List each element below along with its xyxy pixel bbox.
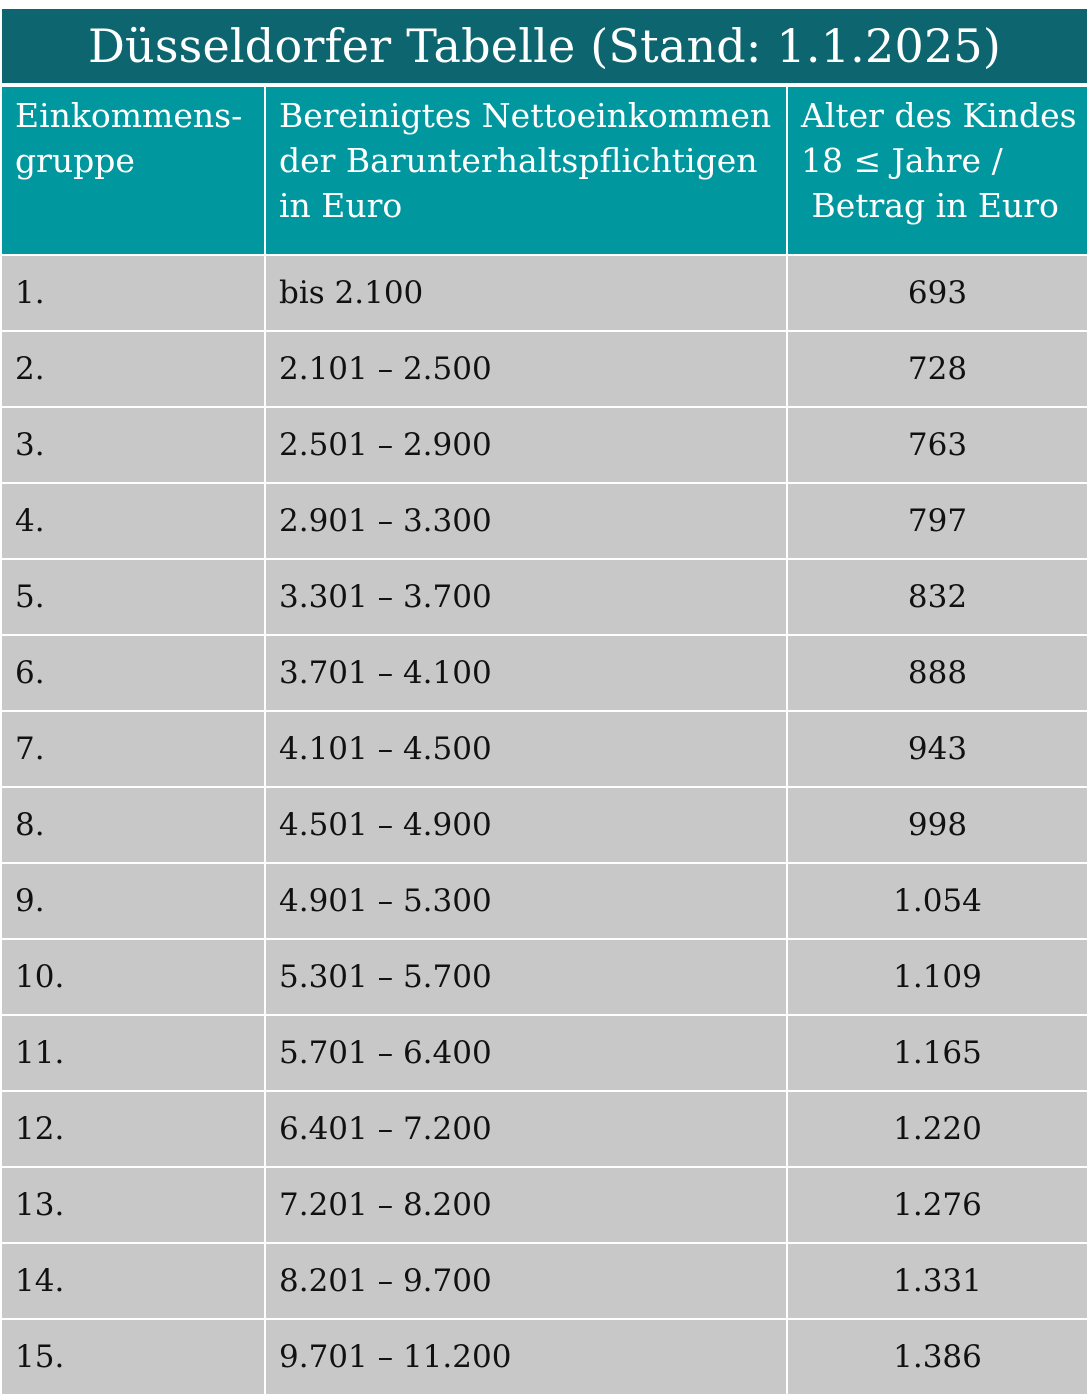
table-row (2, 331, 1087, 407)
amount-cell: 728 (787, 331, 1087, 407)
amount-cell: 998 (787, 787, 1087, 863)
income-group-cell: 4. (2, 483, 265, 559)
header-line: gruppe (15, 141, 135, 180)
amount-cell: 1.386 (787, 1319, 1087, 1395)
amount-cell: 888 (787, 635, 1087, 711)
income-group-cell: 6. (2, 635, 265, 711)
income-group-cell: 15. (2, 1319, 265, 1395)
amount-cell: 1.220 (787, 1091, 1087, 1167)
table-row (2, 635, 1087, 711)
income-range-cell: bis 2.100 (265, 255, 787, 331)
header-line: der Barunterhaltspflichtigen (279, 141, 758, 180)
income-range-cell: 8.201 – 9.700 (265, 1243, 787, 1319)
amount-cell: 763 (787, 407, 1087, 483)
header-line: Einkommens- (15, 96, 243, 135)
table-row (2, 483, 1087, 559)
table-row (2, 711, 1087, 787)
table-row (2, 1091, 1087, 1167)
income-group-cell: 8. (2, 787, 265, 863)
income-range-cell: 2.101 – 2.500 (265, 331, 787, 407)
header-line: Bereinigtes Nettoeinkommen (279, 96, 772, 135)
income-range-cell: 5.701 – 6.400 (265, 1015, 787, 1091)
income-group-cell: 2. (2, 331, 265, 407)
income-range-cell: 2.501 – 2.900 (265, 407, 787, 483)
income-table (2, 87, 1087, 1396)
header-line: in Euro (279, 186, 403, 225)
table-row (2, 1243, 1087, 1319)
income-group-cell: 5. (2, 559, 265, 635)
table-row (2, 407, 1087, 483)
income-range-cell: 3.301 – 3.700 (265, 559, 787, 635)
income-range-cell: 4.501 – 4.900 (265, 787, 787, 863)
income-group-cell: 11. (2, 1015, 265, 1091)
header-line: Alter des Kindes (801, 96, 1077, 135)
amount-cell: 1.165 (787, 1015, 1087, 1091)
income-group-cell: 14. (2, 1243, 265, 1319)
income-range-cell: 4.101 – 4.500 (265, 711, 787, 787)
income-group-cell: 9. (2, 863, 265, 939)
amount-cell: 1.109 (787, 939, 1087, 1015)
income-range-cell: 6.401 – 7.200 (265, 1091, 787, 1167)
income-range-cell: 5.301 – 5.700 (265, 939, 787, 1015)
table-row (2, 1015, 1087, 1091)
income-range-cell: 7.201 – 8.200 (265, 1167, 787, 1243)
header-line: Betrag in Euro (801, 186, 1059, 225)
income-group-cell: 13. (2, 1167, 265, 1243)
table-row (2, 1319, 1087, 1395)
header-line: 18 ≤ Jahre / (801, 141, 1003, 180)
amount-cell: 797 (787, 483, 1087, 559)
table-body (2, 255, 1087, 1395)
table-row (2, 787, 1087, 863)
amount-cell: 832 (787, 559, 1087, 635)
income-range-cell: 9.701 – 11.200 (265, 1319, 787, 1395)
income-range-cell: 3.701 – 4.100 (265, 635, 787, 711)
table-row (2, 1167, 1087, 1243)
income-group-cell: 7. (2, 711, 265, 787)
header-child-age-amount (787, 87, 1087, 255)
header-row (2, 87, 1087, 255)
amount-cell: 1.276 (787, 1167, 1087, 1243)
income-group-cell: 3. (2, 407, 265, 483)
amount-cell: 693 (787, 255, 1087, 331)
table-row (2, 939, 1087, 1015)
header-income-group (2, 87, 265, 255)
income-range-cell: 4.901 – 5.300 (265, 863, 787, 939)
income-group-cell: 1. (2, 255, 265, 331)
amount-cell: 943 (787, 711, 1087, 787)
table-title: Düsseldorfer Tabelle (Stand: 1.1.2025) (2, 9, 1087, 83)
income-group-cell: 12. (2, 1091, 265, 1167)
amount-cell: 1.054 (787, 863, 1087, 939)
table-row (2, 255, 1087, 331)
income-group-cell: 10. (2, 939, 265, 1015)
amount-cell: 1.331 (787, 1243, 1087, 1319)
table-row (2, 559, 1087, 635)
table-row (2, 863, 1087, 939)
income-range-cell: 2.901 – 3.300 (265, 483, 787, 559)
header-net-income (265, 87, 787, 255)
